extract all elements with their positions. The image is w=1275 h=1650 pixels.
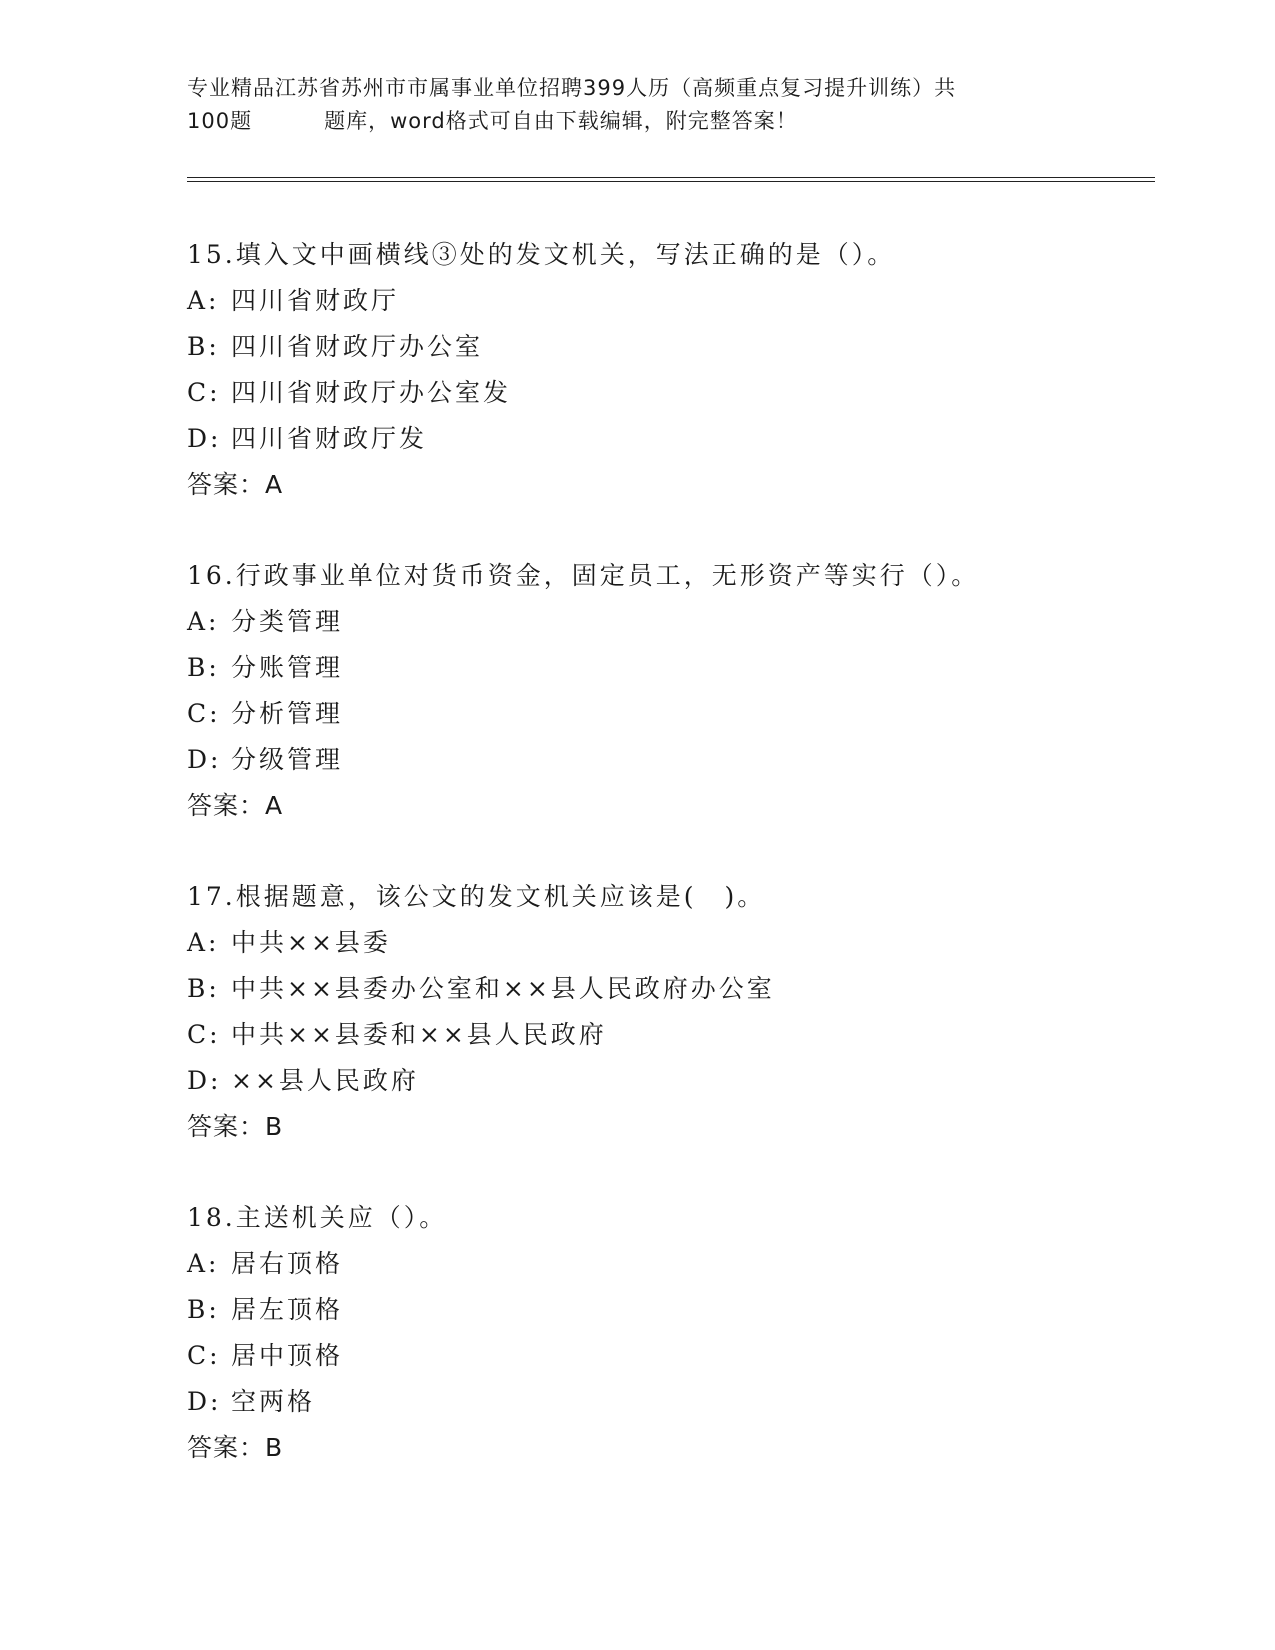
option-text: 居左顶格 — [231, 1295, 344, 1324]
question-list — [187, 232, 1147, 1516]
option-label: A: — [187, 1249, 220, 1278]
option-text: 四川省财政厅办公室 — [231, 332, 484, 361]
header-description: 题库，word格式可自由下载编辑，附完整答案！ — [324, 109, 798, 133]
option-label: B: — [187, 974, 220, 1003]
option-text: 四川省财政厅发 — [231, 424, 428, 453]
option-b — [187, 1287, 1147, 1333]
option-text: ××县人民政府 — [231, 1066, 419, 1095]
question-stem: 17.根据题意，该公文的发文机关应该是( )。 — [187, 882, 766, 911]
option-c — [187, 691, 1147, 737]
option-label: D: — [187, 1387, 222, 1416]
option-label: A: — [187, 928, 220, 957]
option-b — [187, 966, 1147, 1012]
option-text: 空两格 — [231, 1387, 316, 1416]
answer-line: 答案：B — [187, 1433, 284, 1462]
option-text: 分析管理 — [231, 699, 344, 728]
header-line-1: 专业精品江苏省苏州市市属事业单位招聘399人历（高频重点复习提升训练）共 — [187, 76, 957, 100]
option-label: A: — [187, 286, 220, 315]
option-d — [187, 1058, 1147, 1104]
option-c — [187, 1333, 1147, 1379]
question-stem: 15.填入文中画横线③处的发文机关，写法正确的是（）。 — [187, 240, 896, 269]
option-text: 居中顶格 — [231, 1341, 344, 1370]
document-header — [187, 72, 1087, 138]
option-label: B: — [187, 1295, 220, 1324]
option-d — [187, 1379, 1147, 1425]
option-a — [187, 1241, 1147, 1287]
option-a — [187, 278, 1147, 324]
option-label: B: — [187, 332, 220, 361]
answer-line: 答案：B — [187, 1112, 284, 1141]
answer-line: 答案：A — [187, 470, 284, 499]
option-b — [187, 645, 1147, 691]
option-text: 居右顶格 — [231, 1249, 344, 1278]
option-label: C: — [187, 699, 221, 728]
option-label: C: — [187, 378, 221, 407]
header-line-2 — [187, 105, 1087, 138]
option-text: 中共××县委办公室和××县人民政府办公室 — [231, 974, 775, 1003]
option-text: 中共××县委和××县人民政府 — [231, 1020, 607, 1049]
question-16 — [187, 553, 1147, 829]
header-question-count: 100题 — [187, 109, 253, 133]
option-c — [187, 370, 1147, 416]
option-label: C: — [187, 1020, 221, 1049]
option-a — [187, 920, 1147, 966]
option-d — [187, 416, 1147, 462]
question-stem: 18.主送机关应（）。 — [187, 1203, 448, 1232]
option-b — [187, 324, 1147, 370]
option-label: D: — [187, 1066, 222, 1095]
option-text: 分类管理 — [231, 607, 344, 636]
question-stem: 16.行政事业单位对货币资金，固定员工，无形资产等实行（）。 — [187, 561, 980, 590]
option-text: 分账管理 — [231, 653, 344, 682]
answer-line: 答案：A — [187, 791, 284, 820]
question-15 — [187, 232, 1147, 508]
question-17 — [187, 874, 1147, 1150]
question-18 — [187, 1195, 1147, 1471]
option-text: 四川省财政厅办公室发 — [231, 378, 512, 407]
option-label: A: — [187, 607, 220, 636]
option-c — [187, 1012, 1147, 1058]
option-text: 四川省财政厅 — [231, 286, 400, 315]
option-label: B: — [187, 653, 220, 682]
option-label: C: — [187, 1341, 221, 1370]
option-text: 分级管理 — [231, 745, 344, 774]
option-a — [187, 599, 1147, 645]
header-double-rule — [187, 177, 1155, 182]
option-label: D: — [187, 424, 222, 453]
option-d — [187, 737, 1147, 783]
option-text: 中共××县委 — [231, 928, 391, 957]
option-label: D: — [187, 745, 222, 774]
